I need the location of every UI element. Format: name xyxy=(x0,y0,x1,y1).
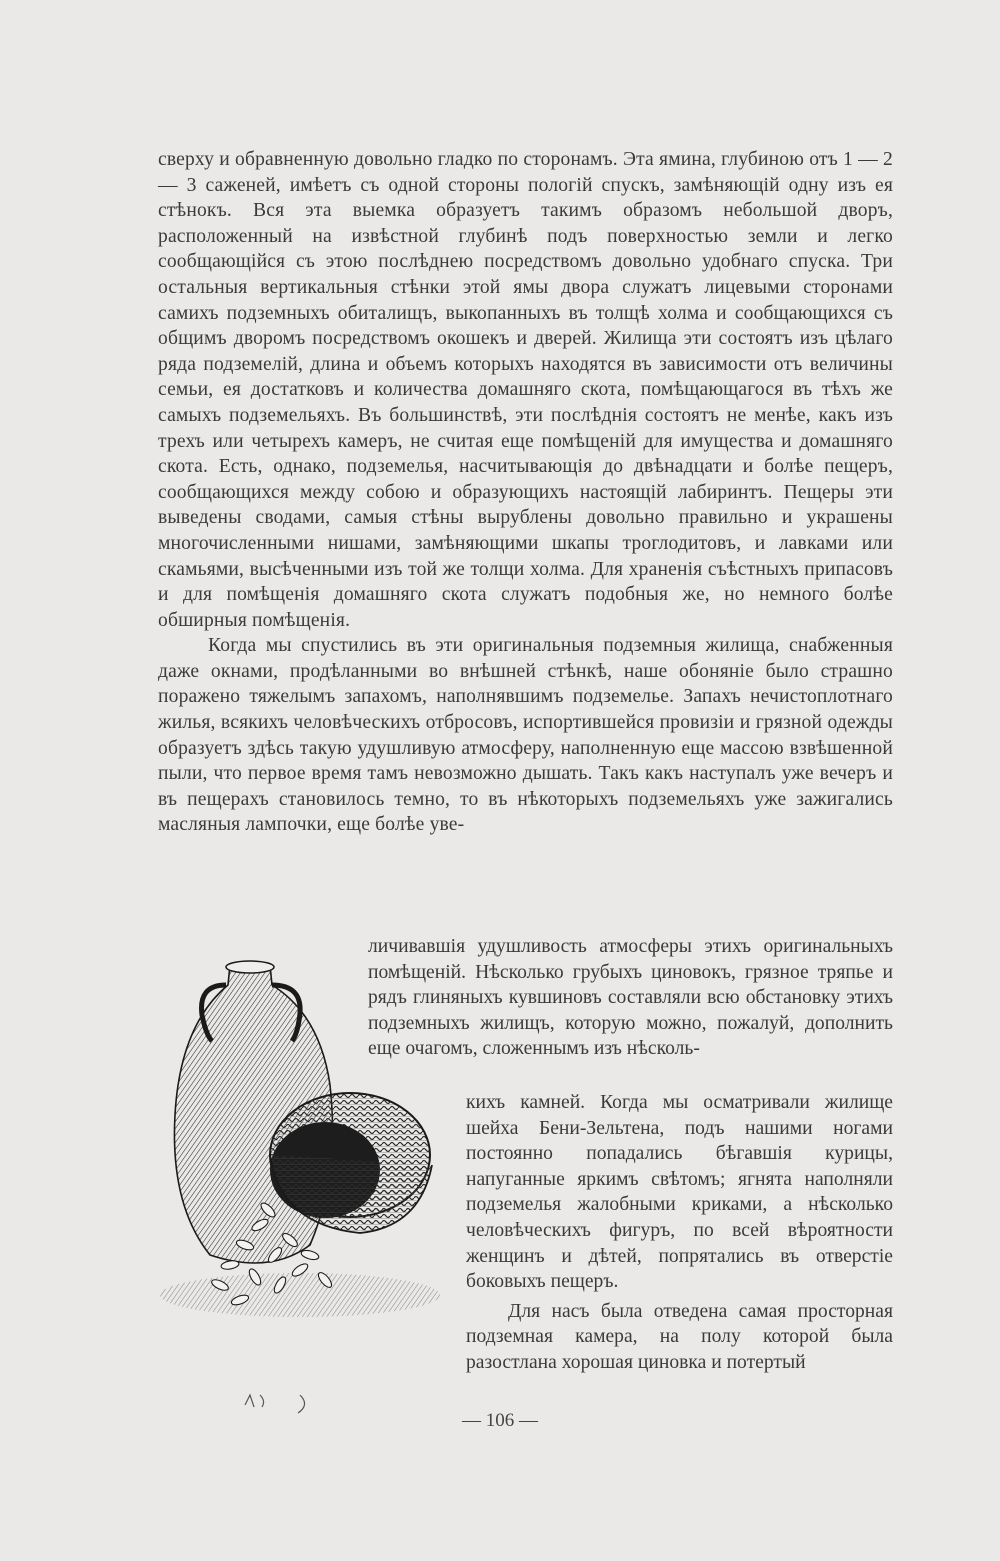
paragraph-2: Когда мы спустились въ эти оригинальныя подземныя жилища, снабженныя даже окнами, продѣланными во внѣшней стѣнкѣ, наше обоняніе было страшно поражено тяжелымъ запахомъ, наполнявшимъ подземелье. Запахъ нечистоплотнаго жилья, всякихъ человѣческихъ отбросовъ, испортившейся провизіи и грязной одежды образуетъ здѣсь такую удушливую атмосферу, наполненную еще массою взвѣшенной пыли, что первое время тамъ невозможно дышать. Такъ какъ наступалъ уже вечеръ и въ пещерахъ становилось темно, то въ нѣкоторыхъ подземельяхъ уже зажигались масляныя лампочки, еще болѣе уве- xyxy=(158,635,893,836)
wrapped-text-block xyxy=(466,1090,893,1376)
paragraph-3: Для насъ была отведена самая просторная подземная камера, на полу которой была разостлана хорошая циновка и потертый xyxy=(466,1300,893,1373)
page-number: — 106 — xyxy=(462,1410,538,1431)
paragraph-1: сверху и обравненную довольно гладко по сторонамъ. Эта ямина, глубиною отъ 1 — 2 — 3 саженей, имѣетъ съ одной стороны пологій спускъ, замѣняющій одну изъ ея стѣнокъ. Вся эта выемка образуетъ такимъ образомъ небольшой дворъ, расположенный на извѣстной глубинѣ подъ поверхностью земли и легко сообщающійся съ этою послѣднею посредствомъ довольно удобнаго спуска. Три остальныя вертикальныя стѣнки этой ямы двора служатъ лицевыми сторонами самихъ подземныхъ обиталищъ, выкопанныхъ въ толщѣ холма и сообщающихся съ общимъ дворомъ посредствомъ окошекъ и дверей. Жилища эти состоятъ изъ цѣлаго ряда подземелій, длина и объемъ которыхъ находятся въ зависимости отъ величины семьи, ея достатковъ и количества домашняго скота, помѣщающагося въ тѣхъ же самыхъ подземельяхъ. Въ большинствѣ, эти послѣднія состоятъ не менѣе, какъ изъ трехъ или четырехъ камеръ, не считая еще помѣщеній для имущества и домашняго скота. Есть, однако, подземелья, насчитывающія до двѣнадцати и болѣе пещеръ, сообщающихся между собою и образующихъ настоящій лабиринтъ. Пещеры эти выведены сводами, самыя стѣны вырублены довольно правильно и украшены многочисленными нишами, замѣняющими шкапы троглодитовъ, и лавками или скамьями, высѣченными изъ той же толщи холма. Для храненія съѣстныхъ припасовъ и для помѣщенія домашняго скота служатъ подобныя же, но немного болѣе обширныя помѣщенія. xyxy=(158,149,893,631)
paragraph-2-wrap-b: кихъ камней. Когда мы осматривали жилище шейха Бени-Зельтена, подъ нашими ногами постоянно попадались бѣгавшія курицы, напуганные яркимъ свѣтомъ; ягнята наполняли подземелья жалобными криками, а нѣсколько человѣческихъ фигуръ, по всей вѣроятности женщинъ и дѣтей, попрятались въ отверстіе боковыхъ пещеръ. xyxy=(466,1092,893,1293)
paragraph-2-wrap-a: личивавшія удушливость атмосферы этихъ оригинальныхъ помѣщеній. Нѣсколько грубыхъ циновокъ, грязное тряпье и рядъ глиняныхъ кувшиновъ составляли всю обстановку этихъ подземныхъ жилищъ, которую можно, пожалуй, дополнить еще очагомъ, сложеннымъ изъ нѣсколь- xyxy=(368,936,893,1060)
main-text-column xyxy=(158,147,893,838)
jug-and-basket-engraving xyxy=(150,955,460,1425)
